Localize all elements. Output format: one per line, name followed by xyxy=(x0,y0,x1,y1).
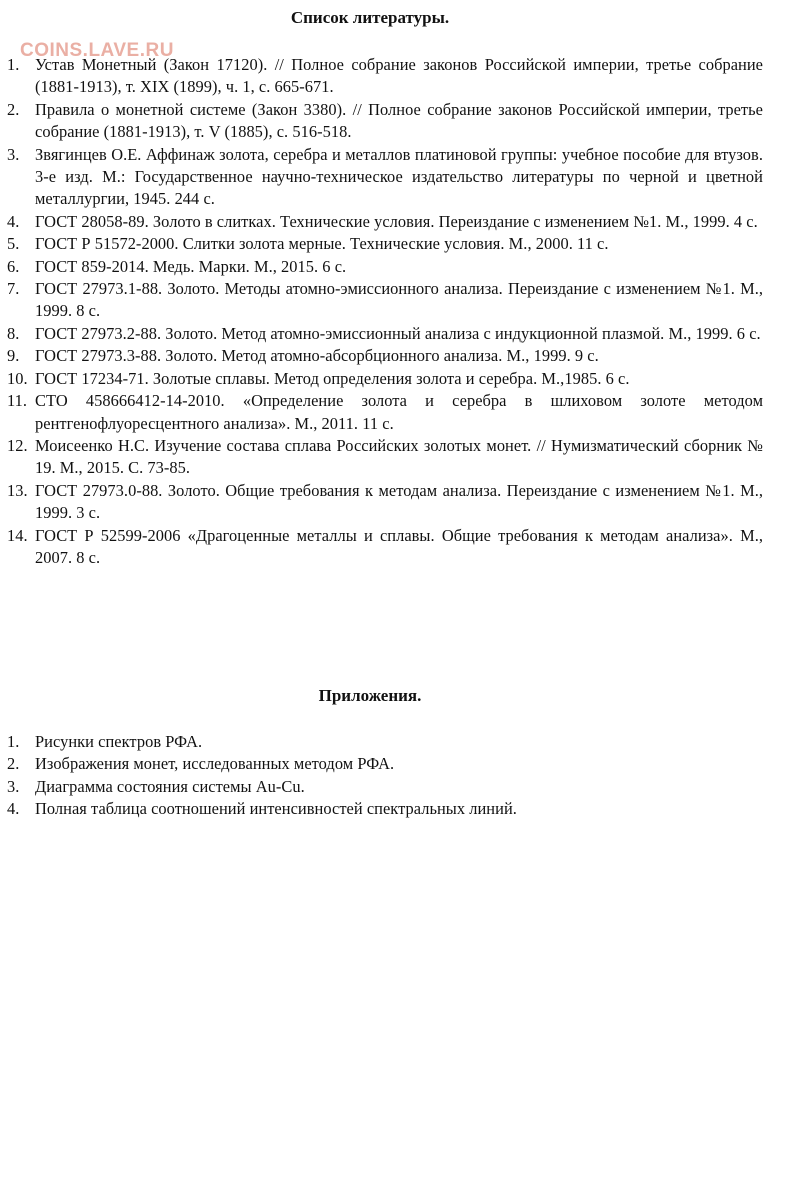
references-list xyxy=(0,54,763,569)
reference-text: ГОСТ 859-2014. Медь. Марки. М., 2015. 6 с. xyxy=(35,256,347,276)
reference-item xyxy=(0,525,763,570)
reference-number: 13. xyxy=(7,480,28,500)
reference-item xyxy=(0,211,763,233)
reference-number: 6. xyxy=(7,256,20,276)
reference-text: ГОСТ 27973.0-88. Золото. Общие требования к методам анализа. Переиздание с изменением №1. М., 1999. 3 с. xyxy=(35,480,763,523)
reference-text: ГОСТ 27973.1-88. Золото. Методы атомно-эмиссионного анализа. Переиздание с изменением №1. М., 1999. 8 с. xyxy=(35,279,763,321)
reference-text: Устав Монетный (Закон 17120). // Полное собрание законов Российской империи, третье собрание (1881-1913), т. XIX (1899), ч. 1, с. 665-671. xyxy=(35,55,763,97)
reference-text: ГОСТ 27973.2-88. Золото. Метод атомно-эмиссионный анализа с индукционной плазмой. М., 1999. 6 с. xyxy=(35,323,761,343)
reference-text: ГОСТ Р 51572-2000. Слитки золота мерные. Технические условия. М., 2000. 11 с. xyxy=(35,234,609,254)
reference-number: 9. xyxy=(7,346,20,366)
appendices-list xyxy=(0,731,763,821)
reference-number: 2. xyxy=(7,99,20,119)
reference-number: 4. xyxy=(7,211,20,231)
reference-item xyxy=(0,435,763,480)
reference-text: СТО 458666412-14-2010. «Определение золота и серебра в шлиховом золоте методом рентгенофлуоресцентного анализа». М., 2011. 11 с. xyxy=(35,391,763,433)
appendix-number: 3. xyxy=(7,776,20,796)
reference-number: 11. xyxy=(7,391,28,411)
appendix-number: 2. xyxy=(7,754,20,774)
reference-item xyxy=(0,323,763,345)
reference-item xyxy=(0,390,763,435)
appendix-item xyxy=(0,776,763,798)
references-heading: Список литературы. xyxy=(290,8,450,27)
reference-item xyxy=(0,345,763,367)
reference-item xyxy=(0,144,763,211)
reference-text: Правила о монетной системе (Закон 3380). // Полное собрание законов Российской империи, третье собрание (1881-1913), т. V (1885), с. 516-518. xyxy=(35,99,763,142)
reference-number: 12. xyxy=(7,435,28,455)
reference-number: 7. xyxy=(7,279,20,299)
reference-number: 3. xyxy=(7,144,20,164)
appendix-text: Изображения монет, исследованных методом РФА. xyxy=(35,754,395,774)
reference-text: Моисеенко Н.С. Изучение состава сплава Российских золотых монет. // Нумизматический сборник № 19. М., 2015. С. 73-85. xyxy=(35,435,763,478)
appendix-item xyxy=(0,731,763,753)
reference-text: ГОСТ 27973.3-88. Золото. Метод атомно-абсорбционного анализа. М., 1999. 9 с. xyxy=(35,346,599,366)
reference-number: 8. xyxy=(7,323,20,343)
appendix-text: Полная таблица соотношений интенсивностей спектральных линий. xyxy=(35,799,517,819)
reference-text: ГОСТ 28058-89. Золото в слитках. Технические условия. Переиздание с изменением №1. М., 1999. 4 с. xyxy=(35,211,758,231)
site-watermark: COINS.LAVE.RU xyxy=(20,40,174,61)
reference-number: 14. xyxy=(7,525,28,545)
reference-number: 1. xyxy=(7,55,20,74)
reference-item xyxy=(0,278,763,323)
reference-item xyxy=(0,256,763,278)
reference-item xyxy=(0,480,763,525)
reference-number: 5. xyxy=(7,234,20,254)
reference-text: Звягинцев О.Е. Аффинаж золота, серебра и металлов платиновой группы: учебное пособие для втузов. 3-е изд. М.: Государственное научно-техническое издательство литературы по черной и цветной металлургии, 1945. 244 с. xyxy=(35,144,763,209)
reference-text: ГОСТ Р 52599-2006 «Драгоценные металлы и сплавы. Общие требования к методам анализа». М., 2007. 8 с. xyxy=(35,525,763,567)
reference-item xyxy=(0,368,763,390)
appendix-item xyxy=(0,753,763,775)
reference-number: 10. xyxy=(7,368,28,388)
appendix-text: Диаграмма состояния системы Au-Cu. xyxy=(35,776,305,796)
appendix-number: 1. xyxy=(7,732,20,751)
appendix-number: 4. xyxy=(7,799,20,819)
appendices-heading: Приложения. xyxy=(318,686,422,705)
reference-text: ГОСТ 17234-71. Золотые сплавы. Метод определения золота и серебра. М.,1985. 6 с. xyxy=(35,368,630,388)
appendix-item xyxy=(0,798,763,820)
appendix-text: Рисунки спектров РФА. xyxy=(35,732,203,751)
reference-item xyxy=(0,233,763,255)
reference-item xyxy=(0,99,763,144)
